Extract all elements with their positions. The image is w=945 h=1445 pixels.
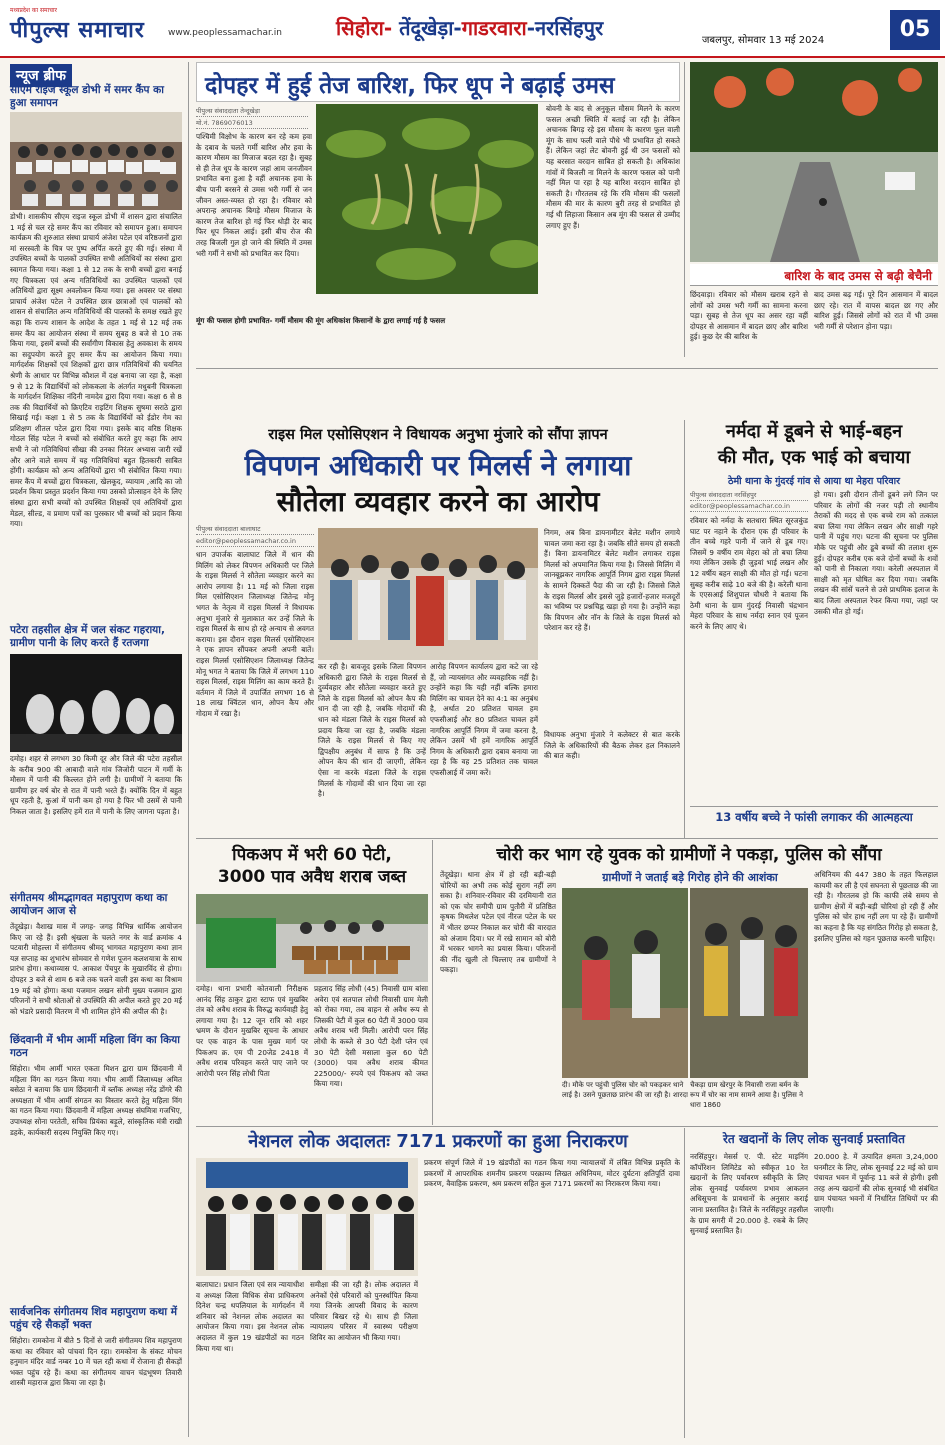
liquor-col1: दमोह। थाना प्रभारी कोतवाली निरीक्षक आनंद सिंह ठाकुर द्वारा स्टाफ एवं मुखबिर तंत्र को अवैध शराब के विरुद्ध कार्यवाही हेतु लगाया गया है। 12 जून रात्रि को शहर भ्रमण के दौरान मुखबिर सूचना के आधार पर एक वाहन के पास मुख्य मार्ग पर पिकअप क्र. एम पी 20जेड 2418 में अवैध शराब परिवहन करते पाए जाने पर आरोपी परन सिंह लोधी पिता (196, 984, 308, 1078)
narmada-headline-2: की मौत, एक भाई को बचाया (717, 447, 911, 468)
weather-subhead: मूंग की फसल होगी प्रभावित- गर्मी मौसम की मूंग अधिकांश किसानों के द्वारा लगाई गई है फसल (196, 316, 446, 325)
section-rule (196, 368, 938, 369)
millers-col3: आरोह विपणन कार्यालय द्वारा कटे जा रहे हैं, जो न्यायसंगत और व्यवहारिक नहीं है। उन्होंने कहा कि यही नहीं बल्कि हमारा मिलिंग का चावल देने का 4:1 का अनुबंध है, अर्थात 20 प्रतिशत चावल हम एफसीआई और 80 प्रतिशत चावल हमें नागरिक आपूर्ति निगम में जमा करना है, लेकिन उसमें भी हमें नागरिक आपूर्ति निगम के अधिकारी द्वारा दबाव बनाया जा रहा है कि वह 25 प्रतिशत तक चावल एफसीआई में जमा करें। (430, 662, 538, 777)
suicide-col1-spill (690, 830, 808, 838)
millers-col5: विधायक अनुभा मुंजारे ने कलेक्टर से बात करके जिले के अधिकारियों की बैठक लेकर हल निकालने की बात कही। (544, 730, 680, 761)
lok-adalat-col3: प्रकरण संपूर्ण जिले में 19 खंडपीठों का गठन किया गया न्यायालयों में लंबित विभिन्न प्रकृति के प्रकरणों में आपराधिक शमनीय प्रकरण परक्राम्य लिखत अधिनियम, मोटर दुर्घटना क्षतिपूर्ति दावा प्रकरण, वैवाहिक प्रकरण, श्रम प्रकरण सहित कुल 7171 प्रकरणों का निराकरण किया गया। (424, 1158, 680, 1189)
heat-caption: बारिश के बाद उमस से बढ़ी बेचैनी (784, 269, 932, 283)
column-divider (684, 420, 685, 838)
millers-email: editor@peoplessamachar.co.in (196, 537, 314, 547)
page-number: 05 (890, 10, 940, 50)
water-crisis-photo (10, 654, 182, 752)
brief-headline-5: सार्वजनिक संगीतमय शिव महापुराण कथा में पहुंच रहे सैकड़ों भक्त (10, 1306, 178, 1331)
weather-byline: पीपुल्स संवाददाता तेन्दूखेड़ा (196, 106, 308, 117)
section-title-part2: तेंदूखेड़ा- (392, 16, 462, 40)
road-trees-photo (690, 62, 938, 262)
summer-camp-photo (10, 112, 182, 210)
seized-liquor-photo (196, 894, 428, 982)
sand-headline: रेत खदानों के लिए लोक सुनवाई प्रस्तावित (723, 1132, 905, 1146)
brief-headline-1: सीएम राइज स्कूल डोभी में समर कैंप का हुआ समापन (10, 84, 164, 109)
narmada-headline-1: नर्मदा में डूबने से भाई-बहन (725, 421, 903, 442)
newspaper-logo: पीपुल्स समाचार (10, 18, 145, 43)
villagers-photo-left (562, 888, 688, 1078)
heat-col2: बाद उमस बढ़ गई। पूरे दिन आसमान में बादल छाए रहे। रात में वापस बादल छा गए और बारिश हुई। जिससे लोगों को रात में भी उमस भरी गर्मी से परेशान होना पड़ा। (814, 290, 938, 331)
lok-adalat-headline: नेशनल लोक अदालतः 7171 प्रकरणों का हुआ निराकरण (248, 1131, 628, 1152)
weather-col2: बोवनी के बाद से अनुकूल मौसम मिलने के कारण फसल अच्छी स्थिति में बताई जा रही है। लेकिन अचानक बिगड़ रहे इस मौसम के कारण फूल वाली मूंग के साथ फली वाले पौधे भी प्रभावित हो सकते हैं। लेकिन जहां लेट बोवनी हुई थी उन फसलों को यह बरसात वरदान साबित हो सकती है। अधिकांश गांवों में बिजली ना मिलने के कारण फसल को पानी नहीं मिल पा रहा है यह बारिश वरदान साबित हो सकती है। गौरतलब रहे कि रवि मौसम की फसलों मौसम की मार के कारण बुरी तरह से प्रभावित हो गई थी लिहाजा किसान अब मूंग की फसल से उम्मीद लगाए हुए हैं। (546, 104, 680, 230)
narmada-col1: रविवार को नर्मदा के सतधारा स्थित सूरजकुंड घाट पर नहाने के दौरान एक ही परिवार के तीन बच्चे गहरे पानी में जाने से डूब गए। जिसमें 9 वर्षीय राम मेहरा को तो बचा लिया गया लेकिन उसके ही जुड़वां भाई लखन और 12 वर्षीय बहन साक्षी की मौत हो गई। घटना सुबह करीब साढ़े 10 बजे की है। करेली थाना के एएसआई शिशुपाल चौधरी ने बताया कि ठेमी थाना के ग्राम गुंदरई निवासी चंद्रभान मेहरा परिवार के साथ नर्मदा स्नान एवं पूजन करने के लिए आए थे। (690, 516, 808, 631)
brief-headline-4: छिंदवानी में भीम आर्मी महिला विंग का किया गठन (10, 1034, 180, 1059)
narmada-subhead: ठेमी थाना के गुंदरई गांव से आया था मेहरा परिवार (727, 476, 901, 487)
issue-date: जबलपुर, सोमवार 13 मई 2024 (702, 35, 825, 46)
news-brief-label: न्यूज ब्रीफ (10, 64, 72, 87)
lok-adalat-col2: समीक्षा की जा रही है। लोक अदालत में अनेकों ऐसे परिवारों को पुनर्स्थापित किया गया जिनके आपसी विवाद के कारण परिवार बिखर रहे थे। साथ ही जिला न्यायालय परिसर में स्वास्थ्य परीक्षण शिविर का आयोजन भी किया गया। (310, 1280, 418, 1342)
thief-caption-left: दी। मौके पर पहुंची पुलिस चोर को पकड़कर थाने लाई है। उसने पूछताछ प्रारंभ की जा रही है। शारदा (562, 1081, 688, 1099)
thief-subhead: ग्रामीणों ने जताई बड़े गिरोह होने की आशंका (602, 871, 778, 884)
brief-headline-2: पटेरा तहसील क्षेत्र में जल संकट गहराया, ग्रामीण पानी के लिए करते हैं रतजगा (10, 624, 165, 649)
thief-col1: तेंदूखेड़ा। थाना क्षेत्र में हो रही बड़ी-बड़ी चोरियों का अभी तक कोई सुराग नहीं लग सका है। शनिवार-रविवार की दरमियानी रात को एक चोर समीपी ग्राम पुतौरी में प्रतिष्ठित कृषक मिथलेश पटेल एवं नीरज पटेल के घर में भीतर छप्पर निकाल कर चोरी की वारदात को अंजाम दिया। घर में रखे सामान को बोरी में भरकर भागने का प्रयास किया। परिजनों की नींद खुली तो चिल्लाए तब ग्रामीणों ने पकड़ा। (440, 870, 556, 975)
villagers-photo-right (690, 888, 808, 1078)
column-divider (684, 1128, 685, 1438)
weather-col1: पश्चिमी विक्षोभ के कारण बन रहे कम हवा के दबाव के चलते गर्मी बारिश और हवा के कारण मौसम का मिजाज बदल रहा है। सुबह से ही तेज धूप के कारण जहां आम जनजीवन प्रभावित बना हुआ है वहीं अचानक हवा के बीच पानी बरसने से उमस भरी गर्मी से जन जीवन अस्त-व्यस्त हो रहा है। रविवार को अपरान्ह अचानक बिगड़े मौसम मिजाज के कारण तेज बारिश हो गई फिर थोड़ी देर बाद फिर धूप निकल आई। इसी बीच रोज की तरह बिजली गुल हो जाने की स्थिति में उमस भरी गर्मी ने सभी को प्रभावित कर दिया। (196, 132, 312, 258)
masthead-tagline: मध्यप्रदेश का समाचार (10, 7, 57, 14)
narmada-email: editor@peoplessamachar.co.in (690, 502, 808, 512)
section-title-part3: गाडरवारा (461, 16, 527, 40)
section-rule (196, 1126, 938, 1127)
lok-adalat-photo (196, 1158, 418, 1276)
brief-body-3: तेंदूखेड़ा। वैशाख मास में जगह- जगह विभिन्न धार्मिक आयोजन किए जा रहे हैं। इसी श्रृंखला के चलते नगर के वार्ड क्रमांक 4 पटवारी मोहल्ला में संगीतमय श्रीमद् भागवत महापुराण कथा ज्ञान यज्ञ सप्ताह का शुभारंभ सोमवार से गणेश पूजन कलशयात्रा के साथ प्रारंभ होगा। कथाव्यास पं. आकाश पेंचपुर के मुखारविंद से होगा। दोपहर 3 बजे से शाम 6 बजे तक चलने वाली इस कथा का विश्राम 19 मई को होगा। कथा यजमान लखन सोनी मुख्य यजमान द्वारा परिजनों ने सभी श्रोताओं से उपस्थिति की अपील करते हुए 20 मई को भंडारे प्रसादी वितरण में भी शामिल होने की अपील की है। (10, 922, 182, 1016)
lok-adalat-col1: बालाघाट। प्रधान जिला एवं सत्र न्यायाधीश व अध्यक्ष जिला विधिक सेवा प्राधिकरण दिनेश चन्द्र थपलियाल के मार्गदर्शन में शनिवार को नेशनल लोक अदालत का आयोजन किया गया। इस नेशनल लोक अदालत में कुल 19 खंडपीठों का गठन किया गया था। (196, 1280, 304, 1353)
weather-headline: दोपहर में हुई तेज बारिश, फिर धूप ने बढ़ाई उमस (205, 73, 615, 99)
narmada-byline: पीपुल्स संवाददाता नरसिंहपुर (690, 490, 808, 501)
millers-col2: कर रही है। बावजूद इसके जिला विपणन अधिकारी द्वारा जिले के राइस मिलर्स से दुर्व्यवहार और सौतेला व्यवहार करते हुए जिले के राइस मिलर्स को ओपन कैप की धान दी जा रही है, जबकि गोदामों की धान को मंडला जिले के राइस मिलर्स को प्रदाय किया जा रहा है, जबकि मंडला जिले के राइस मिलर्स से किए गए द्विपक्षीय अनुबंध में साफ है कि उन्हें ओपन कैप की धान दी जाएगी, लेकिन ऐसा ना करके मंडला जिले के राइस मिलर्स के गोदामों की धान दिया जा रहा है। (318, 662, 426, 799)
memorandum-photo (318, 528, 538, 660)
heat-caption-box (690, 264, 938, 286)
sand-col2: 20.000 हे. में उत्पादित क्षमता 3,24,000 घनमीटर के लिए, लोक सुनवाई 22 मई को ग्राम पंचायत भवन में पूर्वान्ह 11 बजे से होगी। इसी तरह अन्य खदानों की लोक सुनवाई भी संबंधित ग्राम पंचायत भवनों में निर्धारित तिथियों पर की जाएगी। (814, 1152, 938, 1214)
thief-col3: अधिनियम की 447 380 के तहत फिलहाल कायमी कर ली है एवं सघनता से पूछताछ की जा रही है। गौरतलब हो कि काफी लंबे समय से ग्रामीण क्षेत्रों में बड़ी-बड़ी चोरियां हो रही हैं और पुलिस को चोर हाथ नहीं लग पा रहे हैं। ग्रामीणों का कहना है कि यह संगठित गिरोह हो सकता है, इसलिए पुलिस को गहन पूछताछ करनी चाहिए। (814, 870, 938, 943)
narmada-col2: हो गया। इसी दौरान तीनों डूबने लगे जिन पर परिवार के लोगों की नजर पड़ी तो स्थानीय तैराकों की मदद से एक बच्चे राम को तत्काल बचा लिया गया लेकिन लखन और साक्षी गहरे पानी में पहुंच गए। घटना की सूचना पर पुलिस मौके पर पहुंची और डूबे बच्चों की तलाश शुरू हुई। दोपहर करीब एक बजे दोनों बच्चों के शवों को पानी से निकाला गया। करेली अस्पताल में साक्षी को मृत घोषित कर दिया गया। जबकि लखन की सांसें चलने से उसे प्राथमिक इलाज के बाद जिला अस्पताल रेफर किया गया, जहां पर उसकी मौत हो गई। (814, 490, 938, 616)
liquor-headline-2: 3000 पाव अवैध शराब जब्त (217, 867, 407, 887)
section-rule (196, 838, 938, 839)
millers-headline-2: सौतेला व्यवहार करने का आरोप (276, 485, 600, 518)
section-title (336, 14, 603, 41)
brief-body-2: दमोह। शहर से लगभग 30 किमी दूर और जिले की पटेरा तहसील के करीब 900 की आबादी वाले गांव जिजोरी पाटन में गर्मी के मौसम में पानी की किल्लत होने लगी है। ग्रामीणों ने बताया कि ग्रामीण हर वर्ष बोर से रात में पानी भरते हैं। क्योंकि दिन में बहुत धूप रहती है, कुआं में पानी कम हो गया है फिर भी उसमें से पानी निकल जाता है। इसलिए हमें रात में पानी के लिए जागना पड़ता है। (10, 754, 182, 816)
liquor-headline-1: पिकअप में भरी 60 पेटी, (232, 845, 392, 865)
thief-caption-right: चैकड़ा ग्राम खेरपुर के निवासी राजा बर्मन के रूप में चोर का नाम सामने आया है। पुलिस ने धारा 1860 (690, 1081, 803, 1109)
section-rule (690, 806, 938, 807)
millers-byline: पीपुल्स संवाददाता बालाघाट (196, 524, 314, 535)
millers-col4: निगम, अब बिना डायनामीटर बेलेट मशीन लगाये चावल जमा करा रहा है। जबकि सीते समय हो सकती हैं। बिना डायनामिटर बेलेट मशीन लगाकर राइस मिलर्स को अपमानित किया गया है। जिससे मिलिंग में जानबूझकर नागरिक आपूर्ति निगम द्वारा राइस मिलर्स के सामने दिक्कतें पैदा की जा रही है। जिससे जिले के राइस मिलर्स और इससे जुड़े हजारों-हजार मजदूरों का भविष्य पर प्रश्नचिह्न खड़ा हो गया है। उन्होंने कहा कि विपणन और नॉन के जिले के राइस मिलर्स को परेशान कर रहे हैं। (544, 528, 680, 633)
section-title-part1: सिहोरा- (336, 16, 393, 40)
column-divider (188, 62, 189, 1437)
column-divider (684, 62, 685, 357)
brief-body-5: सिंहोरा। रामकोना में बीते 5 दिनों से जारी संगीतमय शिव महापुराण कथा का रविवार को पांचवां दिन रहा। रामकोना के संकट मोचन हनुमान मंदिर वार्ड नम्बर 10 में चल रही कथा में रोजाना ही सैकड़ों भक्त पहुंच रहे हैं। कथा का संगीतमय वाचन चंद्रभूषण तिवारी शास्त्री महाराज द्वारा किया जा रहा है। (10, 1336, 182, 1388)
section-title-part4: -नरसिंहपुर (526, 16, 604, 40)
thief-headline: चोरी कर भाग रहे युवक को ग्रामीणों ने पकड़ा, पुलिस को सौंपा (496, 845, 882, 865)
weather-phone: मो.नं. 7869076013 (196, 118, 308, 129)
heat-col1: छिंदवाड़ा। रविवार को मौसम खराब रहने से लोगों को उमस भरी गर्मी का सामना करना पड़ा। सुबह से तेज धूप का असर रहा वहीं दोपहर से आसमान में बादल छाए और बारिश हुई। कुछ देर की बारिश के (690, 290, 808, 342)
sand-col1: नरसिंहपुर। मेसर्स ए. पी. स्टेट माइनिंग कॉर्पोरेशन लिमिटेड को स्वीकृत 10 रेत खदानों के लिए पर्यावरण स्वीकृति के लिए लोक सुनवाई पर्यावरण प्रभाव आकलन अधिसूचना के प्रावधानों के अनुसार कराई जाना प्रस्तावित है। जिले के नरसिंहपुर तहसील के ग्राम सगरी में 20.000 हे. रकबे के लिए सुनवाई प्रस्तावित है। (690, 1152, 808, 1236)
suicide-headline: 13 वर्षीय बच्चे ने फांसी लगाकर की आत्महत्या (715, 810, 913, 824)
millers-kicker: राइस मिल एसोसिएशन ने विधायक अनुभा मुंजारे को सौंपा ज्ञापन (268, 427, 608, 443)
moong-crop-photo (316, 104, 538, 294)
masthead (0, 0, 945, 58)
brief-body-4: सिंहोरा। भीम आर्मी भारत एकता मिशन द्वारा ग्राम छिंदवानी में महिला विंग का गठन किया गया। भीम आर्मी जिलाध्यक्ष अमित बसेठा ने बताया कि ग्राम छिंदवानी में ब्लॉक अध्यक्ष नरेंद्र डोंगरे की अध्यक्षता में भीम आर्मी संगठन का विस्तार करते हेतु महिला विंग का गठन किया गया। छिंदवानी में महिला अध्यक्ष संघमित्रा गजभिए, उपाध्यक्ष सोना परतेती, सचिव प्रियंका बड़ूले, सांस्कृतिक मंत्री राखी डहके, कार्यकारी सदस्य नियुक्ति किए गए। (10, 1064, 182, 1137)
brief-headline-3: संगीतमय श्रीमद्भागवत महापुराण कथा का आयोजन आज से (10, 892, 168, 917)
millers-col1: धान उपार्जक बालाघाट जिले में धान की मिलिंग को लेकर विपणन अधिकारी पर जिले के राइस मिलर्स ने सौतेला व्यवहार करने का आरोप लगाया है। 11 मई को जिला राइस मिल एसोसिएशन जिलाध्यक्ष जितेन्द्र मोनू भगत के नेतृत्व में राइस मिलर्स ने विधायक अनुभा मुंजारे से मुलाकात कर उन्हें जिले के राइस मिलर्स के साथ हो रहे अन्याय से अवगत कराया। इस दौरान राइस मिलर्स एसोसिएशन ने एक ज्ञापन सौंपकर अपनी अपनी बातें। राइस मिलर्स एसोसिएशन जिलाध्यक्ष जितेन्द्र मोनू भगत ने बताया कि जिले में लगभग 110 राइस मिलर्स, राइस मिलिंग का काम करते हैं। वर्तमान में जिले में उपार्जित लगभग 16 से 18 लाख क्विंटल धान, ओपन कैप और गोदाम में रखा है। (196, 550, 314, 718)
brief-body-1: डोभी। शासकीय सीएम राइज स्कूल डोभी में शासन द्वारा संचालित 1 मई से चल रहे समर कैंप का रविवार को समापन हुआ। समापन कार्यक्रम की शुरुआत संस्था प्राचार्य अंजेश पटेल एवं वरिष्ठजनों द्वारा मां सरस्वती के चित्र पर पुष्प अर्पित करते हुए की गई। संस्था में उपस्थित बच्चों के पालकों उपस्थित सभी अतिथियों का संस्था द्वारा स्वागत किया गया। कक्षा 1 से 12 तक के सभी बच्चों द्वारा बनाई गए चित्रकला एवं अन्य गतिविधियों का उपस्थित पालकों एवं अतिथियों द्वारा सूक्ष्म अवलोकन किया गया। इस अवसर पर संस्था प्राचार्य अंजेश पटेल ने उपस्थित छात्र छात्राओं एवं पालकों को शासन से संचालित अन्य गतिविधियों की पालकों के समक्ष रखते हुए कहा कि राज्य शासन के आदेश के तहत 1 मई से 12 मई तक समर कैंप का आयोजन संस्था में समय सुबह 8 बजे से 10 तक किया गया, इसमें बच्चों की सर्वांगीण विकास हेतु अवकाश के समय का सदुपयोग करते हुए समर कैंप का आयोजन किया गया। मार्गदर्शक शिक्षकों एवं शिक्षकों द्वारा छात्र गतिविधियों की चयनित श्रेणी के आधार पर विभिन्न कौशल में दक्ष बनाया जा रहा है, कक्षा 9 से 12 के विद्यार्थियों को लोककला के अंतर्गत मधुबनी चित्रकला के मार्गदर्शन शिक्षिका नंदिनी नामदेव द्वारा दिया गया। कक्षा 6 से 8 तक की विद्यार्थियों को क्रिएटिव राइटिंग शिक्षक सुषमा सराठे द्वारा सिखाई गई। कक्षा 1 से 5 तक के विद्यार्थियों को ईडोर गेम का प्रशिक्षण शीतल पटेल द्वारा दिया गया। इसके बाद वरिष्ठ शिक्षक गोठल सिंह पटेल ने बच्चों को संबोधित करते हुए कहा कि आप सभी ने जो गतिविधियां सीखा की उनका निरंतर अभ्यास जारी रखें और आने वाले समय में यह गतिविधियां बहुत हितकारी साबित होंगी। कार्यक्रम को अन्य अतिथियों द्वारा भी संबोधित किया गया। समर कैंप में बच्चों द्वारा चित्रकला, खेलकूद, व्यायाम ,आदि का जो प्रदर्शन किया प्रस्तुत प्रदर्शन किया गया उसको प्रोत्साहन देने के लिए संस्था द्वारा सभी बच्चों को उपस्थित शिक्षकों एवं अतिथियों द्वारा मेडल, सील्ड, व प्रमाण पत्रों का पुरस्कार भी बच्चों को प्रदान किया गया। (10, 212, 182, 529)
weather-headline-box (196, 62, 680, 102)
liquor-col2: प्रहलाद सिंह लोधी (45) निवासी ग्राम बांसा अवेरा एवं सतपाल लोधी निवासी ग्राम मेली को रोका गया, तब वाहन से अवैध रूप से जिसकी पेटी में कुल 60 पेटी में 3000 पाव अवैध शराब भरी मिली। आरोपी परन सिंह लोधी के कब्जे से 30 पेटी देशी प्लेन एवं 30 पेटी देसी मसाला कुल 60 पेटी (3000) पाव अवैध शराब कीमत 225000/- रुपये एवं पिकअप को जब्त किया गया। (314, 984, 428, 1089)
masthead-url: www.peoplessamachar.in (168, 28, 282, 38)
column-divider (432, 840, 433, 1125)
millers-headline-1: विपणन अधिकारी पर मिलर्स ने लगाया (244, 449, 632, 482)
